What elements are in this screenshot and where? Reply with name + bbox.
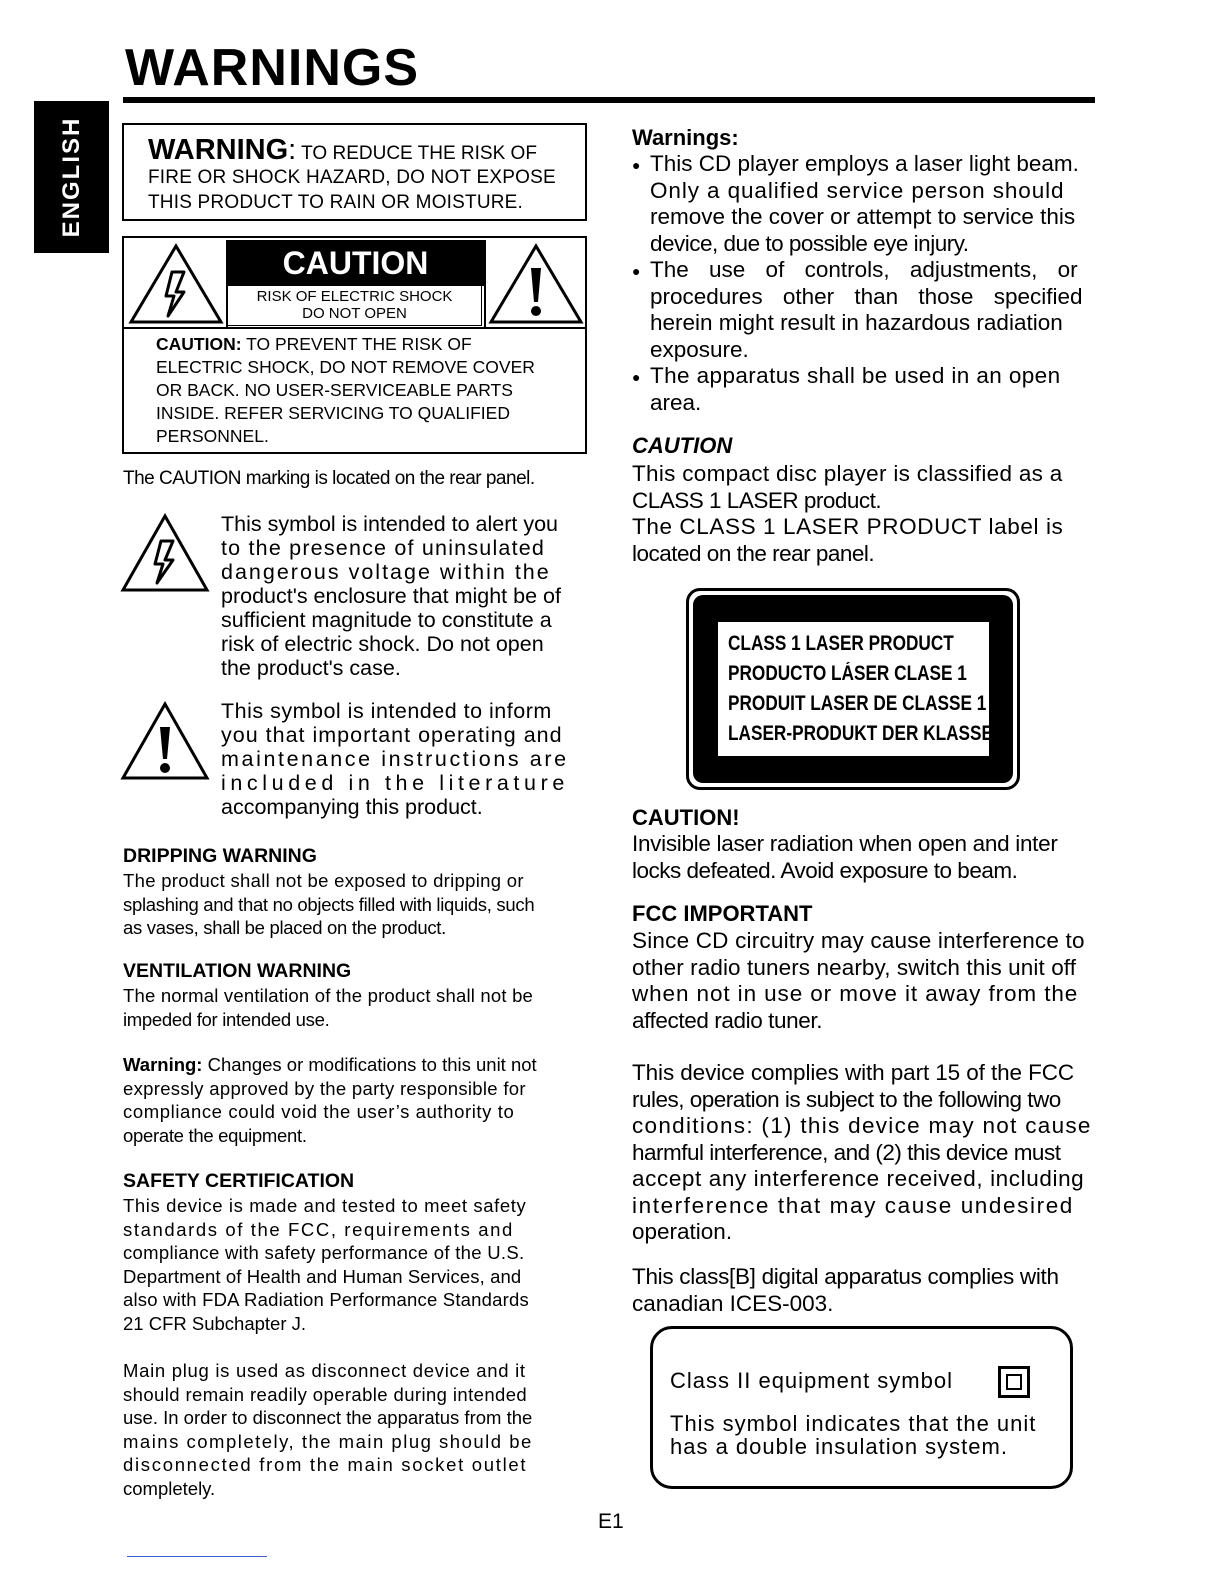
lightning-text-line: the product's case. <box>221 656 401 680</box>
caution-line-2: ELECTRIC SHOCK, DO NOT REMOVE COVER <box>156 357 535 377</box>
fcc-line: other radio tuners nearby, switch this unit off <box>632 954 1077 980</box>
warnings-bullet-3 <box>650 363 1061 416</box>
warnings-bullet-1 <box>650 151 1079 257</box>
ventilation-line: impeded for intended use. <box>123 1008 330 1030</box>
lightning-text-line: product's enclosure that might be of <box>221 584 561 608</box>
main-plug-line: use. In order to disconnect the apparatus from the <box>123 1407 533 1428</box>
ventilation-heading: VENTILATION WARNING <box>123 960 352 982</box>
fcc-heading: FCC IMPORTANT <box>632 901 813 926</box>
lightning-text-line: to the presence of uninsulated <box>221 536 546 560</box>
title-rule <box>123 97 1095 103</box>
dripping-heading: DRIPPING WARNING <box>123 845 317 867</box>
modification-first-text: Changes or modifications to this unit not <box>202 1054 537 1075</box>
class2-title: Class II equipment symbol <box>670 1368 953 1393</box>
laser-caution-line: This compact disc player is classified as a <box>632 461 1063 486</box>
bullet-line: exposure. <box>650 336 749 362</box>
safety-line: also with FDA Radiation Performance Standards <box>123 1289 529 1310</box>
caution-subtext <box>227 286 482 326</box>
canada-line: canadian ICES-003. <box>632 1290 834 1316</box>
laser-label-panel <box>718 622 1008 756</box>
double-insulation-inner <box>1006 1374 1022 1390</box>
main-plug-line: disconnected from the main socket outlet <box>123 1454 528 1475</box>
laser-label-line: CLASS 1 LASER PRODUCT <box>728 632 954 655</box>
laser-product-label <box>686 588 1020 790</box>
caution-label: CAUTION: <box>156 334 242 354</box>
fcc-line: when not in use or move it away from the <box>632 981 1079 1006</box>
fcc-line: Since CD circuitry may cause interference to <box>632 928 1085 953</box>
fcc-part15-line: interference that may cause undesired <box>632 1192 1074 1218</box>
laser-label-line: PRODUCTO LÁSER CLASE 1 <box>728 662 967 685</box>
bullet-line: The use of controls, adjustments, or <box>650 257 1078 282</box>
safety-text <box>123 1194 529 1335</box>
warnings-bullet-2 <box>650 257 1083 363</box>
modification-warning <box>123 1053 537 1147</box>
exclamation-text-line: maintenance instructions are <box>221 747 569 771</box>
fcc-line: affected radio tuner. <box>632 1007 823 1033</box>
class2-line-1: This symbol indicates that the unit <box>670 1411 1037 1436</box>
warning-box <box>122 123 587 221</box>
main-plug-line: Main plug is used as disconnect device and it <box>123 1360 526 1381</box>
dripping-line: as vases, shall be placed on the product. <box>123 917 446 938</box>
bullet-line: remove the cover or attempt to service this <box>650 204 1076 229</box>
bullet-line: This CD player employs a laser light beam. <box>650 151 1079 176</box>
laser-caution-text <box>632 461 1063 567</box>
fcc-part15-line: conditions: (1) this device may not cause <box>632 1113 1092 1138</box>
modification-line: compliance could void the user’s authority to <box>123 1101 515 1122</box>
fcc-part15-line: operation. <box>632 1219 733 1244</box>
warning-label <box>148 134 537 167</box>
class2-line-2: has a double insulation system. <box>670 1434 1008 1459</box>
lightning-text-line: This symbol is intended to alert you <box>221 512 558 536</box>
caution-line-3: OR BACK. NO USER-SERVICEABLE PARTS <box>156 380 513 400</box>
canada-text <box>632 1264 1059 1317</box>
modification-line: expressly approved by the party responsible for <box>123 1077 526 1099</box>
bullet-line: herein might result in hazardous radiation <box>650 310 1063 335</box>
page-title: WARNINGS <box>125 39 419 97</box>
fcc-part15-line: rules, operation is subject to the following two <box>632 1086 1061 1112</box>
main-plug-line: should remain readily operable during intended <box>123 1383 528 1405</box>
invisible-line: locks defeated. Avoid exposure to beam. <box>632 857 1018 883</box>
caution-line-1 <box>156 334 556 355</box>
caution-sub-2: DO NOT OPEN <box>302 305 407 322</box>
caution-divider-right <box>484 240 486 327</box>
safety-line: compliance with safety performance of the U.S. <box>123 1242 525 1263</box>
warning-line-3: THIS PRODUCT TO RAIN OR MOISTURE. <box>148 192 524 213</box>
lightning-symbol-icon <box>120 513 210 593</box>
main-plug-line: completely. <box>123 1477 216 1499</box>
exclamation-symbol-icon <box>120 701 210 781</box>
warning-line-2: FIRE OR SHOCK HAZARD, DO NOT EXPOSE <box>148 167 556 188</box>
modification-line-1 <box>123 1053 537 1077</box>
double-insulation-icon <box>998 1366 1030 1398</box>
caution-separator <box>124 327 585 329</box>
modification-line: operate the equipment. <box>123 1124 307 1146</box>
exclamation-symbol-text <box>221 699 586 819</box>
lightning-symbol-text <box>221 512 586 680</box>
ventilation-line: The normal ventilation of the product shall not be <box>123 985 534 1006</box>
fcc-part15-line: This device complies with part 15 of the FCC <box>632 1060 1075 1085</box>
caution-banner: CAUTION <box>227 240 484 286</box>
bullet-line: device, due to possible eye injury. <box>650 230 969 256</box>
canada-line: This class[B] digital apparatus complies with <box>632 1264 1059 1289</box>
exclamation-text-line: included in the literature <box>221 771 569 795</box>
caution-line-1-text: TO PREVENT THE RISK OF <box>241 334 472 354</box>
laser-label-line: LASER-PRODUKT DER KLASSE 1 <box>728 722 1008 745</box>
safety-heading: SAFETY CERTIFICATION <box>123 1170 355 1192</box>
safety-line: standards of the FCC, requirements and <box>123 1218 514 1240</box>
bullet-icon: ● <box>632 263 641 279</box>
lightning-text-line: risk of electric shock. Do not open <box>221 632 544 656</box>
warnings-heading: Warnings: <box>632 125 739 150</box>
dripping-line: The product shall not be exposed to dripping or <box>123 870 524 891</box>
fcc-part15-line: accept any interference received, including <box>632 1166 1085 1191</box>
dripping-text <box>123 869 534 940</box>
lightning-triangle-icon <box>128 242 224 324</box>
caution-box <box>122 236 587 454</box>
warning-word: WARNING <box>148 134 289 166</box>
laser-caution-heading: CAUTION <box>632 433 733 458</box>
main-plug-text <box>123 1359 533 1500</box>
footer-line <box>127 1556 267 1557</box>
main-plug-line: mains completely, the main plug should be <box>123 1430 533 1452</box>
fcc-part15-line: harmful interference, and (2) this device must <box>632 1139 1061 1165</box>
laser-label-line: PRODUIT LASER DE CLASSE 1 <box>728 692 987 715</box>
class2-box <box>650 1326 1073 1489</box>
bullet-icon: ● <box>632 369 641 385</box>
invisible-caution-heading: CAUTION! <box>632 805 740 830</box>
safety-line: This device is made and tested to meet safety <box>123 1195 527 1216</box>
fcc-part15-text <box>632 1060 1092 1246</box>
exclamation-text-line: you that important operating and <box>221 723 563 747</box>
exclamation-text-line: accompanying this product. <box>221 795 483 819</box>
bullet-line: The apparatus shall be used in an open <box>650 363 1061 388</box>
fcc-text <box>632 928 1085 1034</box>
safety-line: 21 CFR Subchapter J. <box>123 1312 307 1334</box>
caution-marking-note: The CAUTION marking is located on the rear panel. <box>123 468 535 489</box>
laser-label-frame <box>693 595 1013 783</box>
invisible-caution-text <box>632 831 1058 884</box>
dripping-line: splashing and that no objects filled with liquids, such <box>123 893 535 915</box>
warning-colon: : <box>288 134 297 166</box>
bullet-line: area. <box>650 389 702 415</box>
bullet-icon: ● <box>632 157 641 173</box>
language-tab <box>34 101 109 253</box>
exclamation-text-line: This symbol is intended to inform <box>221 699 552 723</box>
laser-caution-line: The CLASS 1 LASER PRODUCT label is <box>632 514 1064 539</box>
lightning-text-line: sufficient magnitude to constitute a <box>221 608 552 632</box>
exclamation-triangle-icon <box>488 242 584 324</box>
caution-line-5: PERSONNEL. <box>156 426 269 446</box>
modification-label: Warning: <box>123 1054 203 1075</box>
laser-caution-line: CLASS 1 LASER product. <box>632 487 882 513</box>
page-number: E1 <box>598 1510 624 1533</box>
ventilation-text <box>123 984 533 1031</box>
caution-line-4: INSIDE. REFER SERVICING TO QUALIFIED <box>156 403 510 423</box>
safety-line: Department of Health and Human Services, and <box>123 1265 522 1287</box>
invisible-line: Invisible laser radiation when open and inter <box>632 831 1058 856</box>
warning-line-1: TO REDUCE THE RISK OF <box>296 143 537 164</box>
lightning-text-line: dangerous voltage within the <box>221 560 551 584</box>
caution-sub-1: RISK OF ELECTRIC SHOCK <box>256 288 453 305</box>
language-tab-label: ENGLISH <box>57 116 85 238</box>
bullet-line: Only a qualified service person should <box>650 177 1065 203</box>
bullet-line: procedures other than those specified <box>650 283 1083 309</box>
laser-caution-line: located on the rear panel. <box>632 540 875 566</box>
